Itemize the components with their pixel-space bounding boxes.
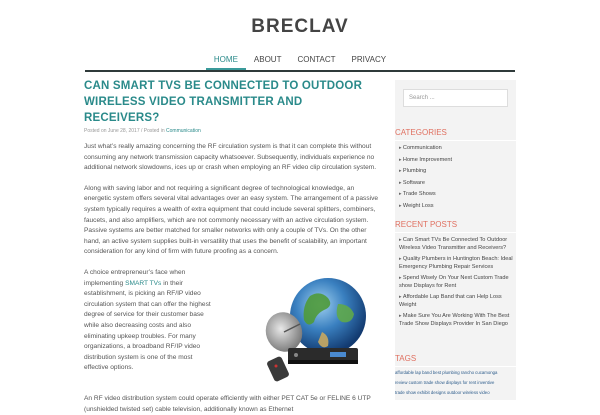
tags-title: TAGS xyxy=(395,354,417,363)
categories-list xyxy=(399,143,514,213)
post-paragraph-3-end: in their establishment, is picking an RF/IP video circulation system that can offer the highest degree of service for their customer base while also decreasing costs and also eliminating upkeep troubles. For many organizations, a broadband RF/IP video distribution system is one of the most effective options. xyxy=(84,279,211,372)
nav-home[interactable]: HOME xyxy=(206,52,246,70)
sidebar xyxy=(395,80,516,400)
categories-divider xyxy=(395,140,516,141)
tag-line-1[interactable]: affordable lap band best plumbing rancho cucamonga xyxy=(395,370,498,375)
post-meta-category-link[interactable]: Communication xyxy=(166,128,201,134)
tag-line-3[interactable]: trade show exhibit designs outdoor wireless video xyxy=(395,390,490,395)
tag-cloud xyxy=(395,368,516,398)
category-software[interactable]: ▸ Software xyxy=(399,178,514,190)
post-paragraph-1: Just what’s really amazing concerning the RF circulation system is that it can complete this without consuming any network transmission capacity whatsoever. Subsequently, individuals experience no additional network slowdowns, ices up or crash when employing an RF video clip circulation system. xyxy=(84,143,377,172)
recent-post-2[interactable]: ▸ Quality Plumbers in Huntington Beach: Ideal Emergency Plumbing Repair Services xyxy=(399,255,514,272)
post-title-line-1[interactable]: CAN SMART TVS BE CONNECTED TO OUTDOOR xyxy=(84,80,363,92)
post-media-row xyxy=(84,268,380,384)
nav-contact[interactable]: CONTACT xyxy=(297,55,336,64)
globe-receiver-illustration xyxy=(260,274,380,384)
search-input[interactable]: Search ... xyxy=(403,89,508,107)
post-paragraph-2: Along with saving labor and not requiring a significant degree of technological knowledge, an energetic system offers several vital advantages over an easy system. The arrangement of a passive system typically requires a wealth of extra equipment that could include several splitters, combiners, faucets, and also amplifiers, which are not commonly necessary with an active circulation system. Passive systems are better matched for smaller networks with only a couple of TVs. On the other hand, an active system supplies built-in versatility that uses the benefit of scalability, an important consideration for any kind of firm with future proofing as a concern. xyxy=(84,184,379,256)
recent-post-4[interactable]: ▸ Affordable Lap Band that can Help Loss Weight xyxy=(399,293,514,310)
recent-posts-divider xyxy=(395,232,516,233)
categories-title: CATEGORIES xyxy=(395,128,447,137)
category-weight-loss[interactable]: ▸ Weight Loss xyxy=(399,201,514,213)
recent-post-3[interactable]: ▸ Spend Wisely On Your Next Custom Trade show Displays for Rent xyxy=(399,274,514,291)
tags-divider xyxy=(395,366,516,367)
nav-privacy[interactable]: PRIVACY xyxy=(351,55,387,64)
recent-posts-list xyxy=(399,236,514,331)
recent-post-5[interactable]: ▸ Make Sure You Are Working With The Best Trade Show Displays Provider In San Diego xyxy=(399,312,514,329)
site-title[interactable]: BRECLAV xyxy=(251,16,349,37)
post-paragraph-3-start: A choice entrepreneur’s face when implementing xyxy=(84,268,186,287)
post-meta-date: Posted on June 28, 2017 / Posted in xyxy=(84,128,165,134)
recent-posts-title: RECENT POSTS xyxy=(395,220,458,229)
post-title[interactable] xyxy=(84,78,380,126)
post-title-line-2[interactable]: WIRELESS VIDEO TRANSMITTER AND RECEIVERS? xyxy=(84,96,303,124)
main-nav xyxy=(85,52,515,70)
post-article xyxy=(84,78,380,415)
post-paragraph-3 xyxy=(84,268,212,384)
nav-about[interactable]: ABOUT xyxy=(253,55,282,64)
category-trade-shows[interactable]: ▸ Trade Shows xyxy=(399,189,514,201)
post-paragraph-4: An RF video distribution system could operate efficiently with either PET CAT 5e or FELINE 6 UTP (unshielded twisted set) cable television, additionally known as Ethernet xyxy=(84,394,371,413)
tag-line-2[interactable]: review custom trade show displays for rent inventive xyxy=(395,380,495,385)
category-home-improvement[interactable]: ▸ Home Improvement xyxy=(399,155,514,167)
smart-tvs-link[interactable]: SMART TVs xyxy=(125,279,162,287)
category-plumbing[interactable]: ▸ Plumbing xyxy=(399,166,514,178)
nav-divider xyxy=(85,70,515,72)
post-meta xyxy=(84,128,380,134)
satellite-globe-image xyxy=(260,274,380,384)
category-communication[interactable]: ▸ Communication xyxy=(399,143,514,155)
recent-post-1[interactable]: ▸ Can Smart TVs Be Connected To Outdoor Wireless Video Transmitter and Receivers? xyxy=(399,236,514,253)
